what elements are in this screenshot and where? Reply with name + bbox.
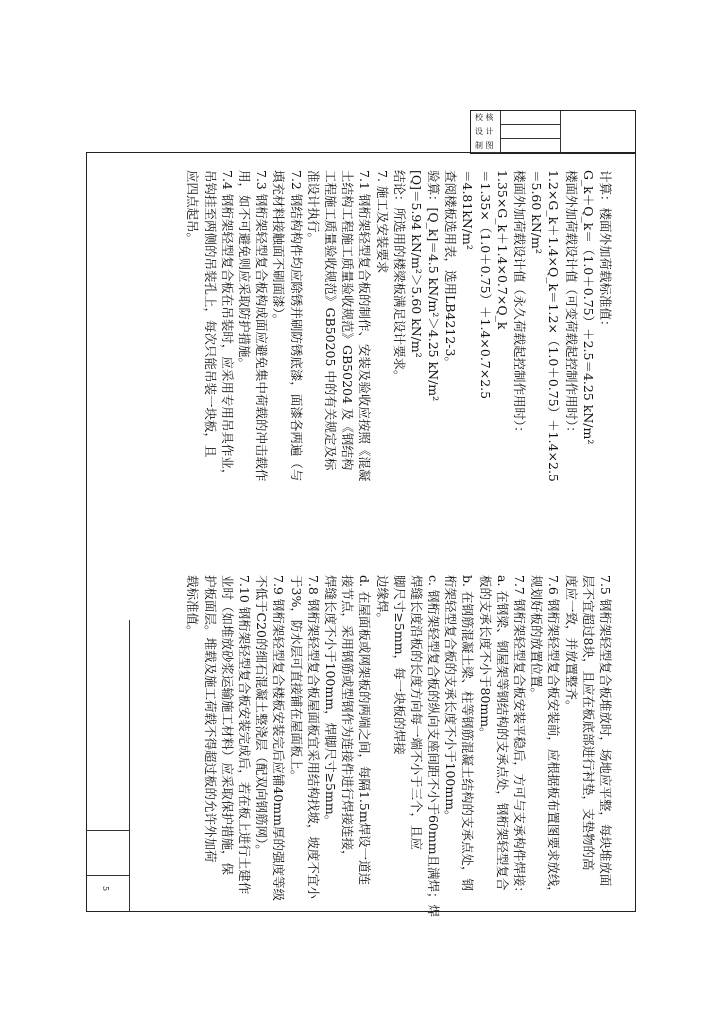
text-line: 护板面层。堆载及施工荷载不得超过板的允许外加荷 — [202, 575, 218, 863]
text-line: 7. 施工及安装要求 — [374, 170, 390, 274]
text-line: 查阅楼板选用表，选用LB4212-3。 — [443, 170, 459, 369]
text-line: c. 钢桁架轻型复合板的纵向支座间距不小于60mm且满焊；焊 — [426, 575, 442, 918]
text-line: 7.5 钢桁架轻型复合板堆放时，场地应平整，每块堆放面 — [598, 575, 613, 887]
text-line: 规划好板的放置位置。 — [529, 575, 545, 701]
text-line: 准设计执行。 — [305, 170, 321, 246]
text-line: 板的支承长度不小于80mm。 — [477, 575, 493, 740]
text-line: 层不宜超过8块，且应在板底部进行衬垫，支垫物的高 — [580, 575, 596, 871]
text-line: 7.4 钢桁架轻型复合板在吊装时，应采用专用吊具作业， — [219, 170, 235, 482]
text-line: 接节点，采用钢筋或型钢作为连接件进行焊接连接， — [340, 575, 356, 863]
text-line: G_k＋Q_k＝（1.0＋0.75）＋2.5＝4.25 kN/m² — [580, 170, 596, 445]
title-block-row — [501, 111, 561, 125]
text-line: 吊钩挂至两侧的吊装孔上，每次只能吊装一块板，且 — [202, 170, 218, 458]
text-line: 7.3 钢桁架轻型复合板构成面应避免集中荷载的冲击载作 — [254, 170, 270, 482]
text-line: 楼面外加荷载设计值（可变荷载起控制作用时）： — [563, 170, 579, 439]
text-line: 焊缝长度不小于100mm，焊脚尺寸≥5mm。 — [323, 575, 338, 828]
text-line: 计算：楼面外加荷载标准值： — [598, 170, 613, 333]
text-line: 7.9 钢桁架轻型复合楼板安装完后应铺40mm厚的强度等级 — [271, 575, 287, 901]
text-line: 7.1 钢桁架轻型复合板的制作、安装及验收应按照《混凝 — [357, 170, 373, 482]
text-line: 结论：所选用的楼梁板满足设计要求。 — [391, 170, 407, 383]
text-line: ＝1.35×（1.0＋0.75）＋1.4×0.7×2.5 — [477, 170, 493, 400]
text-line: 载标准值。 — [185, 575, 201, 638]
rotated-content — [110, 170, 620, 970]
text-line: 脚尺寸≥5mm，每一块板的焊接 — [391, 575, 407, 755]
text-line: 7.10 钢桁架轻型复合板安装完成后，若在板上进行土建作 — [237, 575, 253, 895]
text-line: 7.2 钢结构构件均应除锈并刷防锈底漆，面漆各两遍（与 — [288, 170, 304, 482]
text-column-right — [184, 575, 614, 955]
text-line: 填充材料接触面不刷面漆）。 — [271, 170, 287, 327]
text-line: 1.35×G_k＋1.4×0.7×Q_k — [494, 170, 510, 330]
text-line: 1.2×G_k＋1.4×Q_k＝1.2×（1.0＋0.75）＋1.4×2.5 — [546, 170, 562, 482]
text-line: 验算：[Q_k]＝4.5 kN/m²＞4.25 kN/m² — [426, 170, 442, 402]
text-column-left — [184, 170, 614, 550]
text-line: 焊缝长度沿板的长度方向每一端不小于三个，且应 — [408, 575, 424, 851]
text-line: ＝4.81kN/m² — [460, 170, 476, 250]
text-line: 于3%，防水层可直接铺在屋面板上。 — [288, 575, 304, 783]
text-line: 业时（如堆放砂浆运输施工材料）应采取保护措施，保 — [219, 575, 235, 876]
text-line: 楼面外加荷载设计值（永久荷载起控制作用时）： — [512, 170, 528, 439]
title-block-row-label: 设 计 — [475, 127, 494, 136]
text-line: 7.7 钢桁架轻型复合板安装平稳后，方可与支承构件焊接： — [512, 575, 528, 899]
text-line: 边缘焊。 — [374, 575, 390, 626]
text-line: 应四点起吊。 — [185, 170, 201, 246]
text-line: 度应一致，并放置整齐。 — [563, 575, 579, 713]
page-number: 5 — [101, 886, 110, 892]
title-block-row-label: 校 核 — [475, 113, 494, 122]
text-line: d. 在屋面板或网架板的两端之间，每隔1.5m焊设一道连 — [357, 575, 373, 886]
title-block-row-label: 制 图 — [475, 141, 494, 150]
text-line: 工程施工质量验收规范》GB50205 中的有关规定及标 — [323, 170, 338, 471]
text-line: a. 在钢梁、钢屋架等钢结构的支承点处，钢桁架轻型复合 — [494, 575, 510, 891]
title-block — [470, 110, 636, 154]
title-block-row — [501, 125, 561, 139]
text-line: 7.6 钢桁架轻型复合板安装前，应根据板布置图要求放线， — [546, 575, 562, 899]
text-line: 土结构工程施工质量验收规范》GB50204 及《钢结构 — [340, 170, 356, 471]
text-line: [Q]＝5.94 kN/m²＞5.60 kN/m² — [408, 170, 424, 358]
title-block-row — [501, 139, 561, 153]
text-line: 桁架轻型复合板的支承长度不小于100mm。 — [443, 575, 459, 823]
text-line: 7.8 钢桁架轻型复合板屋面板宜采用结构找坡，坡度不宜小 — [305, 575, 321, 899]
text-line: 不低于C20的细石混凝土整浇层（配双向钢筋网）。 — [254, 575, 270, 857]
text-line: 用，如不可避免则应采取防护措施。 — [237, 170, 253, 371]
text-line: ＝5.60 kN/m² — [529, 170, 545, 254]
body-text-area — [110, 170, 620, 970]
text-line: b. 在钢筋混凝土梁、柱等钢筋混凝土结构的支承点处，钢 — [460, 575, 476, 891]
